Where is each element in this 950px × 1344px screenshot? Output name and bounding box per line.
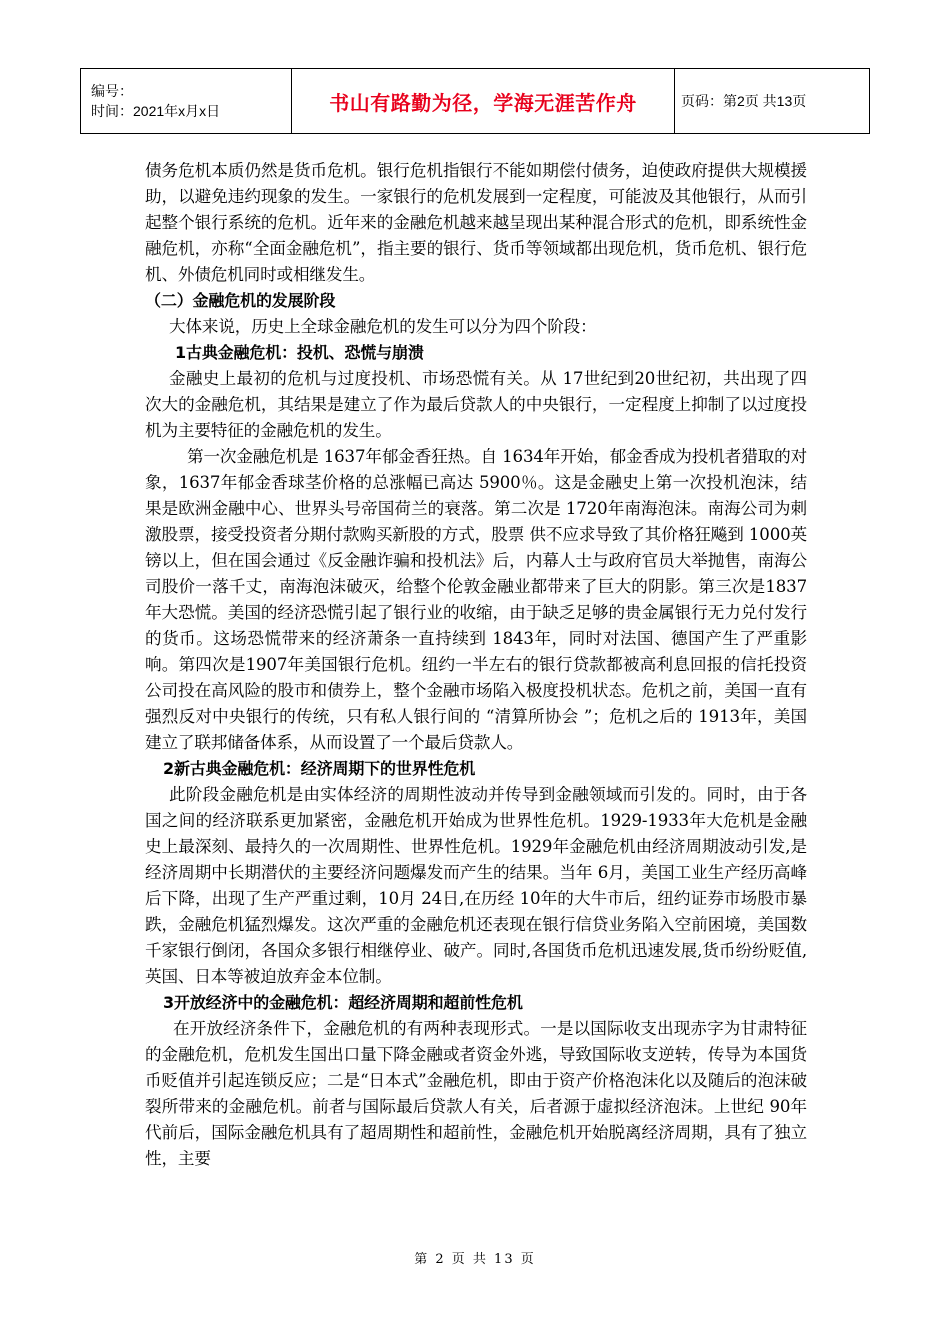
- paragraph: 在开放经济条件下，金融危机的有两种表现形式。一是以国际收支出现赤字为甘肃特征的金融危机，危机发生国出口量下降金融或者资金外逃，导致国际收支逆转，传导为本国货币贬值并引起连锁反应；二是“日本式”金融危机，即由于资产价格泡沫化以及随后的泡沫破裂所带来的金融危机。前者与国际最后贷款人有关，后者源于虚拟经济泡沫。上世纪 90年代前后，国际金融危机具有了超周期性和超前性，金融危机开始脱离经济周期，具有了独立性，主要: [145, 1019, 807, 1168]
- section-heading: （二）金融危机的发展阶段: [145, 291, 336, 310]
- time-label: 时间：2021年x月x日: [91, 103, 221, 119]
- page-footer: 第 2 页 共 13 页: [414, 1252, 536, 1267]
- code-label: 编号：: [91, 83, 133, 99]
- document-header: [80, 68, 870, 134]
- paragraph: 大体来说，历史上全球金融危机的发生可以分为四个阶段：: [169, 317, 597, 336]
- header-meta-cell: [81, 69, 292, 134]
- paragraph: 此阶段金融危机是由实体经济的周期性波动并传导到金融领域而引发的。同时，由于各国之间的经济联系更加紧密，金融危机开始成为世界性危机。1929-1933年大危机是金融史上最深刻、最持久的一次周期性、世界性危机。1929年金融危机由经济周期波动引发,是经济周期中长期潜伏的主要经济问题爆发而产生的结果。当年 6月，美国工业生产经历高峰后下降，出现了生产严重过剩，10月 24日,在历经 10年的大牛市后，纽约证券市场股市暴跌，金融危机猛烈爆发。这次严重的金融危机还表现在银行信贷业务陷入空前困境，美国数千家银行倒闭，各国众多银行相继停业、破产。同时,各国货币危机迅速发展,货币纷纷贬值,英国、日本等被迫放弃金本位制。: [145, 785, 807, 986]
- subsection-heading: 2新古典金融危机：经济周期下的世界性危机: [163, 759, 476, 778]
- paragraph: 金融史上最初的危机与过度投机、市场恐慌有关。从 17世纪到20世纪初，共出现了四次大的金融危机，其结果是建立了作为最后贷款人的中央银行，一定程度上抑制了以过度投机为主要特征的金融危机的发生。: [145, 369, 807, 440]
- document-body: [145, 158, 807, 1172]
- header-page-info: 页码：第2页 共13页: [675, 69, 870, 134]
- subsection-heading: 1古典金融危机：投机、恐慌与崩溃: [175, 343, 424, 362]
- paragraph: 债务危机本质仍然是货币危机。银行危机指银行不能如期偿付债务，迫使政府提供大规模援助，以避免违约现象的发生。一家银行的危机发展到一定程度，可能波及其他银行，从而引起整个银行系统的危机。近年来的金融危机越来越呈现出某种混合形式的危机，即系统性金融危机，亦称“全面金融危机”，指主要的银行、货币等领域都出现危机，货币危机、银行危机、外债危机同时或相继发生。: [145, 161, 807, 284]
- header-motto: 书山有路勤为径，学海无涯苦作舟: [292, 69, 675, 134]
- subsection-heading: 3开放经济中的金融危机：超经济周期和超前性危机: [163, 993, 523, 1012]
- paragraph: 第一次金融危机是 1637年郁金香狂热。自 1634年开始，郁金香成为投机者猎取的对象，1637年郁金香球茎价格的总涨幅已高达 5900％。这是金融史上第一次投机泡沫，结果是欧洲金融中心、世界头号帝国荷兰的衰落。第二次是 1720年南海泡沫。南海公司为刺激股票，接受投资者分期付款购买新股的方式，股票 供不应求导致了其价格狂飚到 1000英镑以上，但在国会通过《反金融诈骗和投机法》后，内幕人士与政府官员大举抛售，南海公司股价一落千丈，南海泡沫破灭，给整个伦敦金融业都带来了巨大的阴影。第三次是1837年大恐慌。美国的经济恐慌引起了银行业的收缩，由于缺乏足够的贵金属银行无力兑付发行的货币。这场恐慌带来的经济萧条一直持续到 1843年，同时对法国、德国产生了严重影响。第四次是1907年美国银行危机。纽约一半左右的银行贷款都被高利息回报的信托投资公司投在高风险的股市和债券上，整个金融市场陷入极度投机状态。危机之前，美国一直有强烈反对中央银行的传统，只有私人银行间的 “清算所协会 ”；危机之后的 1913年，美国建立了联邦储备体系，从而设置了一个最后贷款人。: [145, 447, 807, 752]
